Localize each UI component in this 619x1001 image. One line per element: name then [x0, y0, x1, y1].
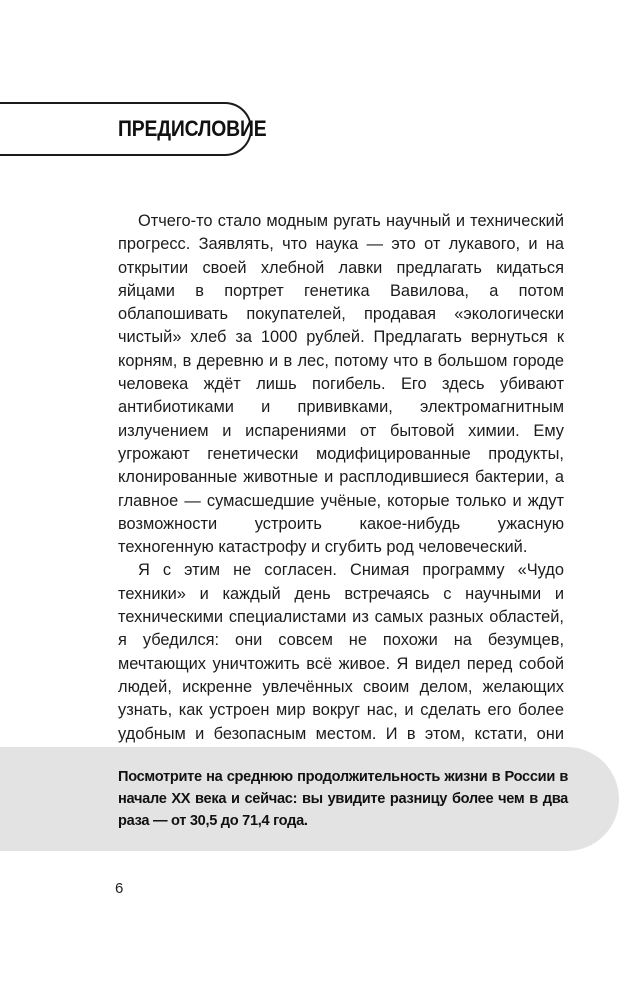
paragraph-1: Отчего-то стало модным ругать научный и технический прогресс. Заявлять, что наука — это от лукавого, и на открытии своей хлебной лавки предлагать кидаться яйцами в портрет генетика Вавилова, а потом облапошивать покупателей, продавая «экологически чистый» хлеб за 1000 рублей. Предлагать вернуться к корням, в деревню и в лес, потому что в большом городе человека ждёт лишь погибель. Его здесь убивают антибиотиками и прививками, электромагнитным излучением и испарениями от бытовой химии. Ему угрожают генетически модифицированные продукты, клонированные животные и расплодившиеся бактерии, а главное — сумасшедшие учёные, которые только и ждут возможности устроить какое-нибудь ужасную техногенную катастрофу и сгубить род человеческий.	[118, 212, 564, 557]
paragraph-2: Я с этим не согласен. Снимая программу «Чудо техники» и каждый день встречаясь с научными и техническими специалистами из самых разных областей, я убедился: они совсем не похожи на безумцев, мечтающих уничтожить всё живое. Я видел перед собой людей, искренне увлечённых своим делом, желающих узнать, как устроен мир вокруг нас, и сделать его более удобным и безопасным местом. И в этом, кстати, они	[118, 561, 564, 743]
callout-text: Посмотрите на среднюю продолжительность жизни в России в начале XX века и сейчас: вы увидите разницу более чем в два раза — от 30,5 до 71,4 года.	[118, 769, 568, 829]
page-number: 6	[115, 880, 124, 897]
chapter-title: ПРЕДИСЛОВИЕ	[118, 116, 267, 141]
body-text	[118, 210, 564, 769]
